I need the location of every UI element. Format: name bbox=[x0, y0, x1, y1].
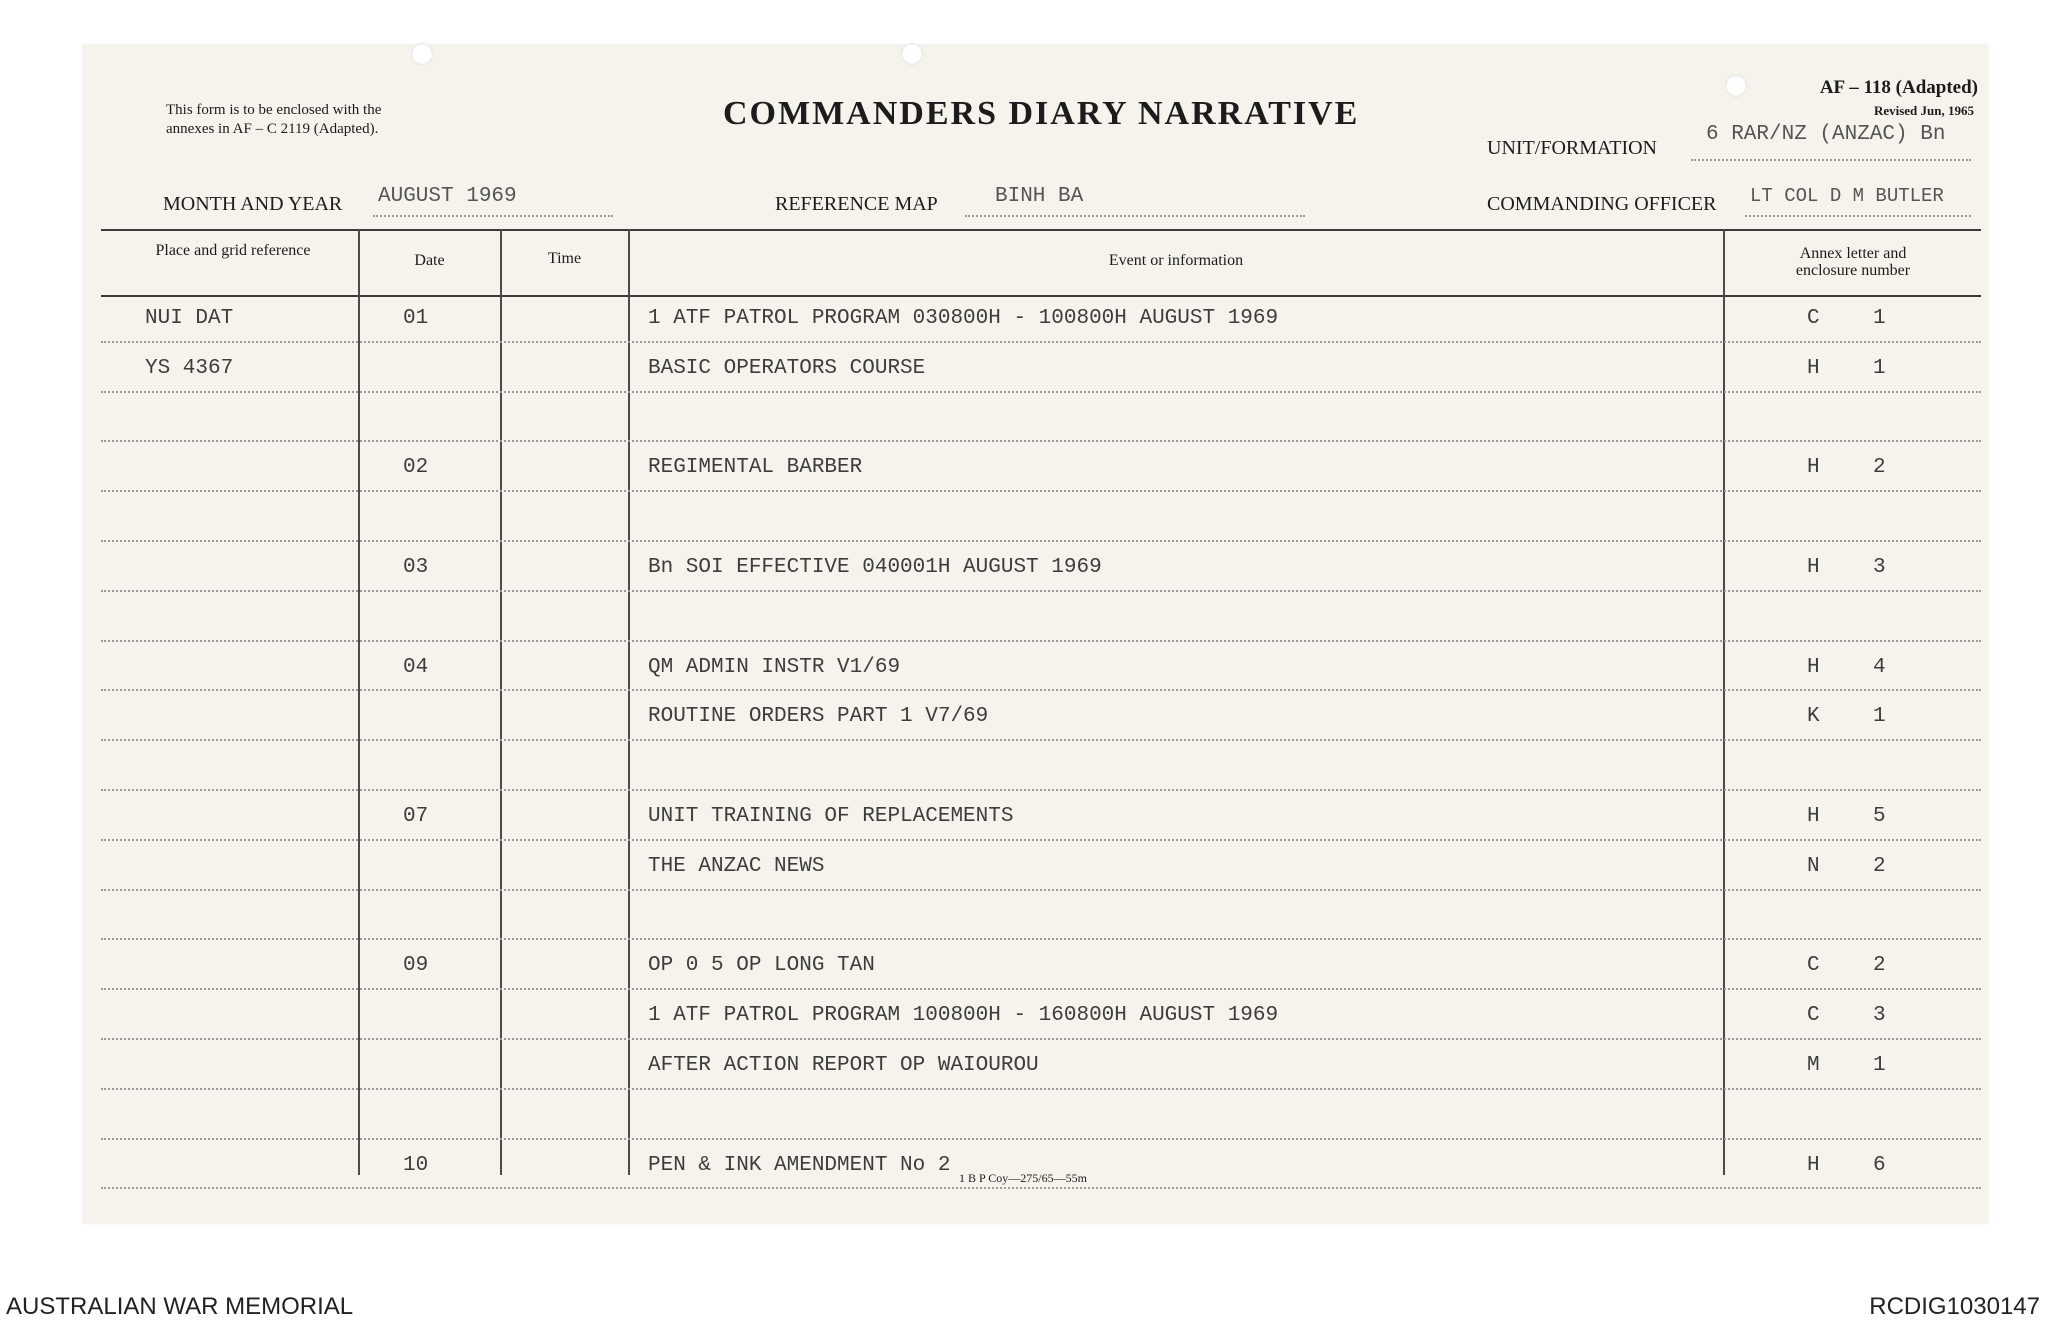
date-cell: 04 bbox=[403, 655, 429, 679]
table-row bbox=[101, 793, 1981, 842]
annex-letter-cell: M bbox=[1807, 1054, 1820, 1077]
event-cell: 1 ATF PATROL PROGRAM 030800H - 100800H AUGUST 1969 bbox=[648, 307, 1279, 330]
event-cell: BASIC OPERATORS COURSE bbox=[648, 356, 926, 380]
enclosure-number-cell: 1 bbox=[1873, 1054, 1886, 1077]
co-label: COMMANDING OFFICER bbox=[1487, 193, 1717, 215]
row-dotted-line bbox=[101, 1138, 1981, 1140]
table-row bbox=[101, 295, 1981, 344]
event-cell: UNIT TRAINING OF REPLACEMENTS bbox=[648, 805, 1014, 828]
date-cell: 09 bbox=[403, 954, 429, 978]
header-place: Place and grid reference bbox=[155, 242, 311, 259]
table-row bbox=[101, 843, 1981, 892]
map-dotted-line bbox=[965, 215, 1305, 217]
table-row bbox=[101, 544, 1981, 593]
annex-letter-cell: K bbox=[1807, 705, 1820, 729]
enclosure-number-cell: 3 bbox=[1873, 556, 1886, 579]
annex-letter-cell: H bbox=[1807, 655, 1820, 679]
form-number: AF – 118 (Adapted) bbox=[1819, 77, 1978, 98]
annex-letter-cell: C bbox=[1807, 1004, 1820, 1028]
diary-table-body bbox=[101, 295, 1981, 1175]
header-event: Event or information bbox=[1108, 252, 1244, 269]
date-cell: 03 bbox=[403, 556, 429, 579]
place-cell: NUI DAT bbox=[145, 307, 234, 330]
annex-letter-cell: H bbox=[1807, 456, 1820, 480]
month-label: MONTH AND YEAR bbox=[163, 193, 343, 215]
row-dotted-line bbox=[101, 640, 1981, 642]
co-value: LT COL D M BUTLER bbox=[1750, 185, 1944, 207]
revised-date: Revised Jun, 1965 bbox=[1873, 103, 1974, 118]
event-cell: AFTER ACTION REPORT OP WAIOUROU bbox=[648, 1054, 1039, 1077]
unit-value: 6 RAR/NZ (ANZAC) Bn bbox=[1706, 123, 1946, 146]
row-dotted-line bbox=[101, 839, 1981, 841]
header-date: Date bbox=[414, 252, 445, 269]
row-dotted-line bbox=[101, 889, 1981, 891]
header-annex: Annex letter and enclosure number bbox=[1795, 245, 1911, 279]
enclosure-note-line: This form is to be enclosed with the bbox=[166, 102, 382, 118]
enclosure-number-cell: 1 bbox=[1873, 705, 1886, 729]
row-dotted-line bbox=[101, 440, 1981, 442]
enclosure-number-cell: 2 bbox=[1873, 456, 1886, 480]
row-dotted-line bbox=[101, 739, 1981, 741]
table-row bbox=[101, 644, 1981, 693]
co-dotted-line bbox=[1745, 215, 1971, 217]
month-value: AUGUST 1969 bbox=[378, 185, 517, 208]
enclosure-number-cell: 6 bbox=[1873, 1153, 1886, 1177]
table-row bbox=[101, 395, 1981, 444]
table-row bbox=[101, 345, 1981, 394]
place-cell: YS 4367 bbox=[145, 356, 234, 380]
punch-hole bbox=[901, 43, 923, 65]
enclosure-number-cell: 1 bbox=[1873, 307, 1886, 330]
month-dotted-line bbox=[373, 215, 613, 217]
table-row bbox=[101, 693, 1981, 742]
annex-letter-cell: C bbox=[1807, 954, 1820, 978]
event-cell: QM ADMIN INSTR V1/69 bbox=[648, 655, 901, 679]
header-time: Time bbox=[547, 250, 582, 267]
row-dotted-line bbox=[101, 689, 1981, 691]
table-top-rule bbox=[101, 229, 1981, 231]
table-row bbox=[101, 942, 1981, 991]
enclosure-number-cell: 4 bbox=[1873, 655, 1886, 679]
diary-form-sheet bbox=[83, 45, 1988, 1223]
punch-hole bbox=[411, 43, 433, 65]
annex-letter-cell: H bbox=[1807, 556, 1820, 579]
enclosure-number-cell: 2 bbox=[1873, 854, 1886, 878]
form-title: COMMANDERS DIARY NARRATIVE bbox=[723, 95, 1360, 132]
annex-letter-cell: N bbox=[1807, 854, 1820, 878]
row-dotted-line bbox=[101, 540, 1981, 542]
event-cell: THE ANZAC NEWS bbox=[648, 854, 825, 878]
table-row bbox=[101, 444, 1981, 493]
enclosure-number-cell: 2 bbox=[1873, 954, 1886, 978]
annex-letter-cell: H bbox=[1807, 356, 1820, 380]
row-dotted-line bbox=[101, 938, 1981, 940]
date-cell: 07 bbox=[403, 805, 429, 828]
map-label: REFERENCE MAP bbox=[775, 193, 938, 215]
row-dotted-line bbox=[101, 341, 1981, 343]
table-row bbox=[101, 1092, 1981, 1141]
enclosure-note bbox=[166, 101, 381, 139]
enclosure-note-line: annexes in AF – C 2119 (Adapted). bbox=[166, 121, 379, 137]
row-dotted-line bbox=[101, 1038, 1981, 1040]
enclosure-number-cell: 5 bbox=[1873, 805, 1886, 828]
annex-letter-cell: H bbox=[1807, 805, 1820, 828]
row-dotted-line bbox=[101, 988, 1981, 990]
table-row bbox=[101, 893, 1981, 942]
unit-dotted-line bbox=[1691, 159, 1971, 161]
table-row bbox=[101, 743, 1981, 792]
table-row bbox=[101, 594, 1981, 643]
footer-left: AUSTRALIAN WAR MEMORIAL bbox=[6, 1293, 354, 1320]
unit-label: UNIT/FORMATION bbox=[1487, 137, 1657, 159]
printer-imprint: 1 B P Coy—275/65—55m bbox=[959, 1171, 1087, 1185]
enclosure-number-cell: 3 bbox=[1873, 1004, 1886, 1028]
table-row bbox=[101, 992, 1981, 1041]
footer-right: RCDIG1030147 bbox=[1869, 1293, 2040, 1320]
date-cell: 02 bbox=[403, 456, 429, 480]
date-cell: 01 bbox=[403, 307, 429, 330]
table-row bbox=[101, 1042, 1981, 1091]
date-cell: 10 bbox=[403, 1153, 429, 1177]
row-dotted-line bbox=[101, 490, 1981, 492]
punch-hole bbox=[1725, 75, 1747, 97]
event-cell: ROUTINE ORDERS PART 1 V7/69 bbox=[648, 705, 989, 729]
row-dotted-line bbox=[101, 590, 1981, 592]
event-cell: REGIMENTAL BARBER bbox=[648, 456, 863, 480]
row-dotted-line bbox=[101, 391, 1981, 393]
enclosure-number-cell: 1 bbox=[1873, 356, 1886, 380]
annex-letter-cell: C bbox=[1807, 307, 1820, 330]
row-dotted-line bbox=[101, 1187, 1981, 1189]
row-dotted-line bbox=[101, 789, 1981, 791]
event-cell: PEN & INK AMENDMENT No 2 bbox=[648, 1153, 951, 1177]
row-dotted-line bbox=[101, 1088, 1981, 1090]
map-value: BINH BA bbox=[995, 185, 1084, 208]
annex-letter-cell: H bbox=[1807, 1153, 1820, 1177]
event-cell: Bn SOI EFFECTIVE 040001H AUGUST 1969 bbox=[648, 556, 1102, 579]
event-cell: OP 0 5 OP LONG TAN bbox=[648, 954, 875, 978]
event-cell: 1 ATF PATROL PROGRAM 100800H - 160800H AUGUST 1969 bbox=[648, 1004, 1279, 1028]
table-row bbox=[101, 494, 1981, 543]
